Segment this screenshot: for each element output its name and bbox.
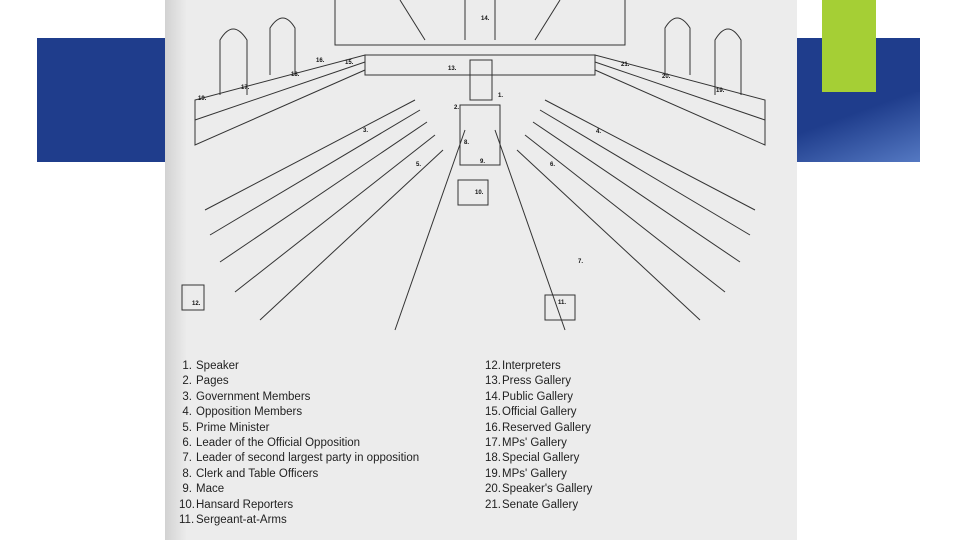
right-desk-row (533, 122, 740, 262)
legend-item: 16.Reserved Gallery (485, 421, 591, 434)
gothic-window (270, 18, 295, 75)
chamber-drawing (165, 0, 797, 345)
gothic-window (665, 18, 690, 75)
callout-3: 3. (363, 128, 369, 134)
legend-item: 1. Speaker (182, 360, 239, 372)
callout-12: 12. (192, 301, 201, 307)
legend-right (485, 359, 592, 513)
legend-item: 4. Opposition Members (182, 406, 303, 419)
callout-10: 10. (475, 190, 484, 196)
legend-item: 17.MPs' Gallery (485, 437, 567, 450)
callout-6: 6. (550, 162, 556, 168)
right-desk-row (517, 150, 700, 320)
callout-5: 5. (416, 162, 422, 168)
left-desk-row (205, 100, 415, 210)
callout-13: 13. (448, 66, 457, 72)
legend-item: 13.Press Gallery (485, 375, 572, 388)
hansard-table (458, 180, 488, 205)
right-desk-row (545, 100, 755, 210)
callout-16: 16. (316, 58, 325, 64)
left-desk-row (235, 135, 435, 292)
legend-item: 6. Leader of the Official Opposition (182, 437, 361, 450)
callout-20: 20. (662, 74, 671, 80)
legend-item: 2. Pages (182, 375, 229, 388)
clerks-table (460, 105, 500, 165)
legend-item: 21.Senate Gallery (485, 498, 579, 511)
scanned-page (165, 0, 797, 540)
callout-14: 14. (481, 16, 490, 22)
callout-9: 9. (480, 159, 486, 165)
back-wall (335, 0, 625, 45)
callout-21: 21. (621, 62, 630, 68)
right-desk-row (525, 135, 725, 292)
legend-item: 15.Official Gallery (485, 406, 577, 419)
window-frame (400, 0, 560, 40)
callout-17: 17. (241, 85, 250, 91)
legend-item: 14.Public Gallery (485, 390, 573, 403)
legend-item: 9. Mace (182, 483, 225, 496)
callout-15: 15. (345, 60, 354, 66)
legend-item: 20.Speaker's Gallery (485, 483, 593, 496)
left-desk-row (220, 122, 427, 262)
callout-1: 1. (498, 93, 504, 99)
callout-18: 18. (291, 72, 300, 78)
legend-item: 19.MPs' Gallery (485, 467, 567, 480)
legend-item: 12.Interpreters (485, 360, 561, 372)
speaker-chair (470, 60, 492, 100)
band-wave (780, 92, 920, 162)
left-desk-row (260, 150, 443, 320)
right-gallery-rail (595, 62, 765, 120)
legend-item: 11. Sergeant-at-Arms (179, 514, 287, 527)
callout-19: 19. (716, 88, 725, 94)
front-gallery (365, 55, 595, 75)
legend-item: 3. Government Members (182, 390, 311, 403)
callout-7: 7. (578, 259, 584, 265)
right-desk-row (540, 110, 750, 235)
gothic-window (715, 29, 741, 95)
right-gallery (595, 55, 765, 145)
callout-19-left: 19. (198, 96, 207, 102)
left-desk-row (210, 110, 420, 235)
callout-4: 4. (596, 129, 602, 135)
legend-item: 5. Prime Minister (182, 421, 270, 434)
legend-item: 18.Special Gallery (485, 452, 580, 465)
legend-item: 7. Leader of second largest party in opposition (182, 452, 420, 465)
legend-item: 8. Clerk and Table Officers (182, 467, 319, 480)
legend-left (179, 359, 419, 528)
callout-8: 8. (464, 140, 470, 146)
callout-11: 11. (558, 300, 567, 306)
legend-item: 10.Hansard Reporters (179, 498, 294, 511)
accent-bar (822, 0, 876, 92)
callout-2: 2. (454, 105, 460, 111)
